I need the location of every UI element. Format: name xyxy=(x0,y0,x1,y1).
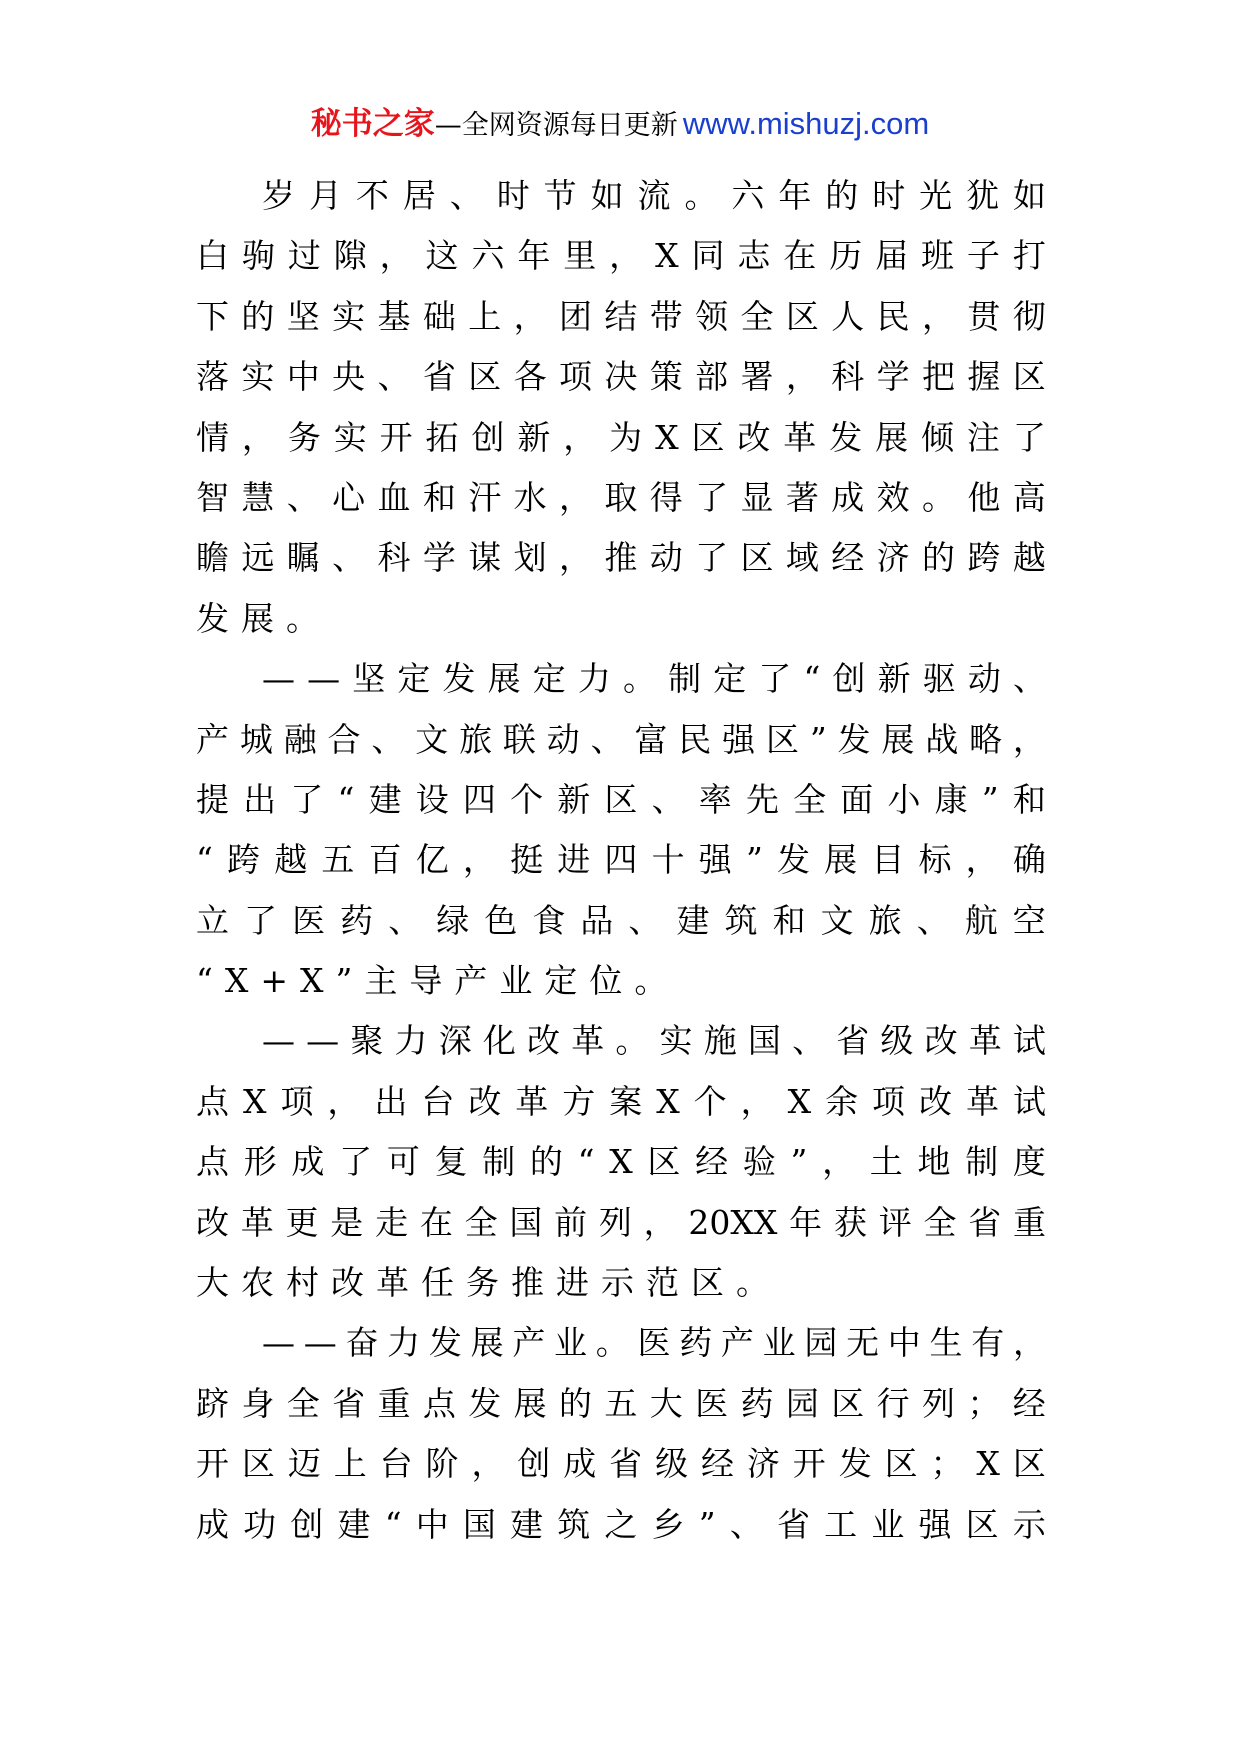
text-line: 成 功 创 建 “ 中 国 建 筑 之 乡 ” 、 省 工 业 强 区 示 xyxy=(196,1504,1046,1544)
text-line: 智 慧 、 心 血 和 汗 水 ， 取 得 了 显 著 成 效 。 他 高 xyxy=(196,477,1046,517)
text-line: 点 X 项 ， 出 台 改 革 方 案 X 个 ， X 余 项 改 革 试 xyxy=(196,1081,1046,1121)
text-line: 跻 身 全 省 重 点 发 展 的 五 大 医 药 园 区 行 列 ； 经 xyxy=(196,1383,1046,1423)
document-body xyxy=(196,166,1046,1555)
text-line: — — 聚 力 深 化 改 革 。 实 施 国 、 省 级 改 革 试 xyxy=(262,1021,1046,1061)
text-line: 情 ， 务 实 开 拓 创 新 ， 为 X 区 改 革 发 展 倾 注 了 xyxy=(196,417,1046,457)
text-line: “ 跨 越 五 百 亿 ， 挺 进 四 十 强 ” 发 展 目 标 ， 确 xyxy=(196,840,1046,880)
text-line: 瞻 远 瞩 、 科 学 谋 划 ， 推 动 了 区 域 经 济 的 跨 越 xyxy=(196,538,1046,578)
text-line: 下 的 坚 实 基 础 上 ， 团 结 带 领 全 区 人 民 ， 贯 彻 xyxy=(196,296,1046,336)
text-line: 立 了 医 药 、 绿 色 食 品 、 建 筑 和 文 旅 、 航 空 xyxy=(196,900,1046,940)
text-line: 落 实 中 央 、 省 区 各 项 决 策 部 署 ， 科 学 把 握 区 xyxy=(196,357,1046,397)
text-line: — — 坚 定 发 展 定 力 。 制 定 了 “ 创 新 驱 动 、 xyxy=(262,659,1046,699)
header-slogan: —全网资源每日更新 xyxy=(434,110,678,141)
text-line: 开 区 迈 上 台 阶 ， 创 成 省 级 经 济 开 发 区 ； X 区 xyxy=(196,1444,1046,1484)
text-line: 发 展 。 xyxy=(196,598,331,638)
text-line: 点 形 成 了 可 复 制 的 “ X 区 经 验 ” ， 土 地 制 度 xyxy=(196,1142,1046,1182)
text-line: 产 城 融 合 、 文 旅 联 动 、 富 民 强 区 ” 发 展 战 略 ， xyxy=(196,719,1046,759)
text-line: 提 出 了 “ 建 设 四 个 新 区 、 率 先 全 面 小 康 ” 和 xyxy=(196,779,1046,819)
site-url[interactable]: www.mishuzj.com xyxy=(682,106,930,141)
text-line: 白 驹 过 隙 ， 这 六 年 里 ， X 同 志 在 历 届 班 子 打 xyxy=(196,236,1046,276)
text-line: 岁 月 不 居 、 时 节 如 流 。 六 年 的 时 光 犹 如 xyxy=(262,176,1046,215)
text-line: — — 奋 力 发 展 产 业 。 医 药 产 业 园 无 中 生 有 ， xyxy=(262,1323,1046,1363)
brand-name: 秘书之家 xyxy=(310,106,435,142)
text-line: 改 革 更 是 走 在 全 国 前 列 ， 20XX 年 获 评 全 省 重 xyxy=(196,1202,1046,1242)
page-header xyxy=(0,104,1240,149)
text-line: 大 农 村 改 革 任 务 推 进 示 范 区 。 xyxy=(196,1263,781,1303)
text-line: “ X+X ” 主 导 产 业 定 位 。 xyxy=(196,961,680,1001)
